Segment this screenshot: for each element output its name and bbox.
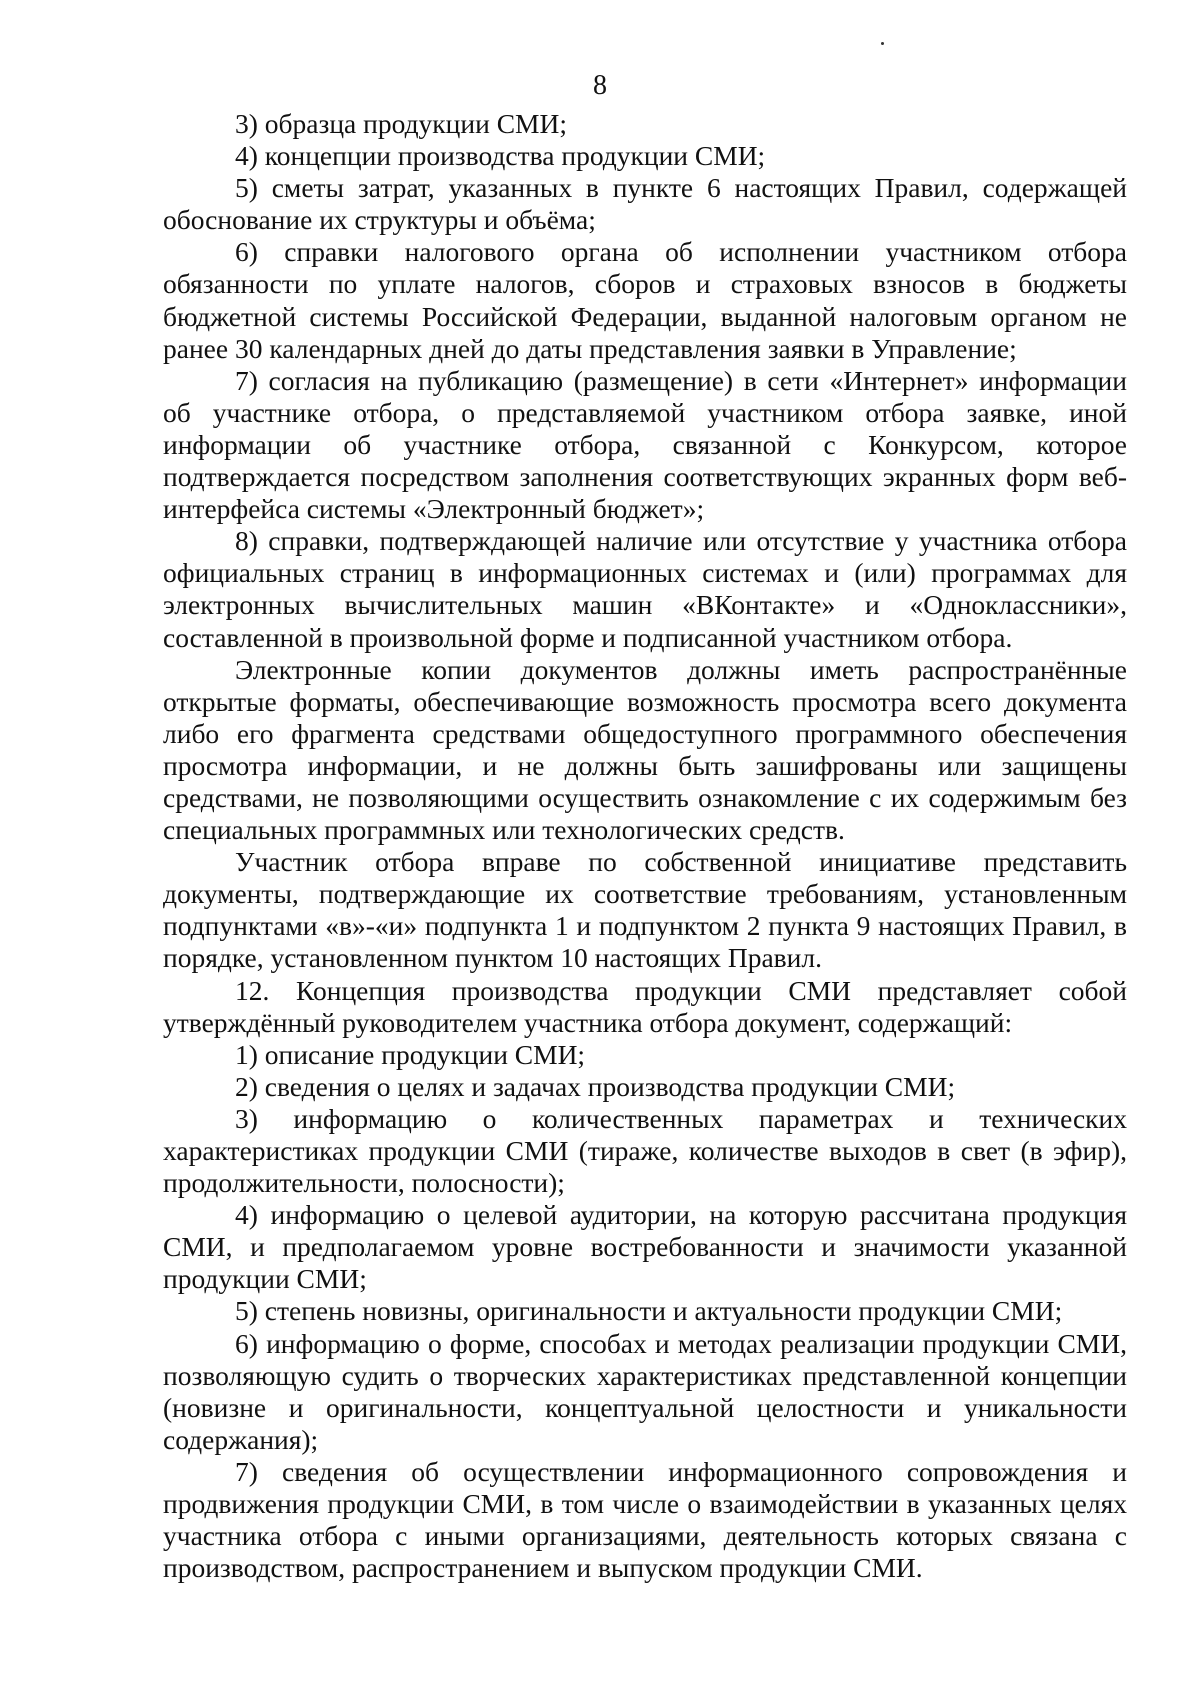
paragraph-item-8: 8) справки, подтверждающей наличие или отсутствие у участника отбора официальных страниц в информационных системах и (или) программах для электронных вычислительных машин «ВКонтакте» и «Одноклассники», составленной в произвольной форме и подписанной участником отбора. [163, 525, 1127, 653]
paragraph-concept-item-5: 5) степень новизны, оригинальности и актуальности продукции СМИ; [235, 1295, 1063, 1327]
paragraph-electronic-copies: Электронные копии документов должны иметь распространённые открытые форматы, обеспечивающие возможность просмотра всего документа либо его фрагмента средствами общедоступного программного обеспечения просмотра информации, и не должны быть зашифрованы или защищены средствами, не позволяющими осуществить ознакомление с их содержимым без специальных программных или технологических средств. [163, 653, 1127, 846]
paragraph-concept-item-2: 2) сведения о целях и задачах производства продукции СМИ; [235, 1070, 956, 1102]
document-body [163, 108, 1127, 1584]
page-number: 8 [593, 70, 607, 101]
paragraph-concept-item-1: 1) описание продукции СМИ; [235, 1038, 586, 1070]
paragraph-concept-item-6: 6) информацию о форме, способах и методах реализации продукции СМИ, позволяющую судить о творческих характеристиках представленной концепции (новизне и оригинальности, концептуальной целостности и уникальности содержания); [163, 1327, 1127, 1455]
paragraph-participant-initiative: Участник отбора вправе по собственной инициативе представить документы, подтверждающие их соответствие требованиям, установленным подпунктами «в»-«и» подпункта 1 и подпунктом 2 пункта 9 настоящих Правил, в порядке, установленном пунктом 10 настоящих Правил. [163, 846, 1127, 974]
paragraph-item-6: 6) справки налогового органа об исполнении участником отбора обязанности по уплате налогов, сборов и страховых взносов в бюджеты бюджетной системы Российской Федерации, выданной налоговым органом не ранее 30 календарных дней до даты представления заявки в Управление; [163, 236, 1127, 364]
paragraph-section-12: 12. Концепция производства продукции СМИ представляет собой утверждённый руководителем участника отбора документ, содержащий: [163, 974, 1127, 1038]
paragraph-item-7: 7) согласия на публикацию (размещение) в сети «Интернет» информации об участнике отбора, о представляемой участником отбора заявке, иной информации об участнике отбора, связанной с Конкурсом, которое подтверждается посредством заполнения соответствующих экранных форм веб-интерфейса системы «Электронный бюджет»; [163, 364, 1127, 525]
paragraph-item-3: 3) образца продукции СМИ; [235, 108, 567, 139]
scan-dot [881, 42, 884, 45]
paragraph-concept-item-4: 4) информацию о целевой аудитории, на которую рассчитана продукция СМИ, и предполагаемом уровне востребованности и значимости указанной продукции СМИ; [163, 1199, 1127, 1295]
paragraph-concept-item-3: 3) информацию о количественных параметрах и технических характеристиках продукции СМИ (тираже, количестве выходов в свет (в эфир), продолжительности, полосности); [163, 1102, 1127, 1199]
paragraph-item-4: 4) концепции производства продукции СМИ; [235, 140, 766, 172]
paragraph-item-5: 5) сметы затрат, указанных в пункте 6 настоящих Правил, содержащей обоснование их структуры и объёма; [163, 172, 1127, 236]
paragraph-concept-item-7: 7) сведения об осуществлении информационного сопровождения и продвижения продукции СМИ, в том числе о взаимодействии в указанных целях участника отбора с иными организациями, деятельность которых связана с производством, распространением и выпуском продукции СМИ. [163, 1455, 1127, 1584]
